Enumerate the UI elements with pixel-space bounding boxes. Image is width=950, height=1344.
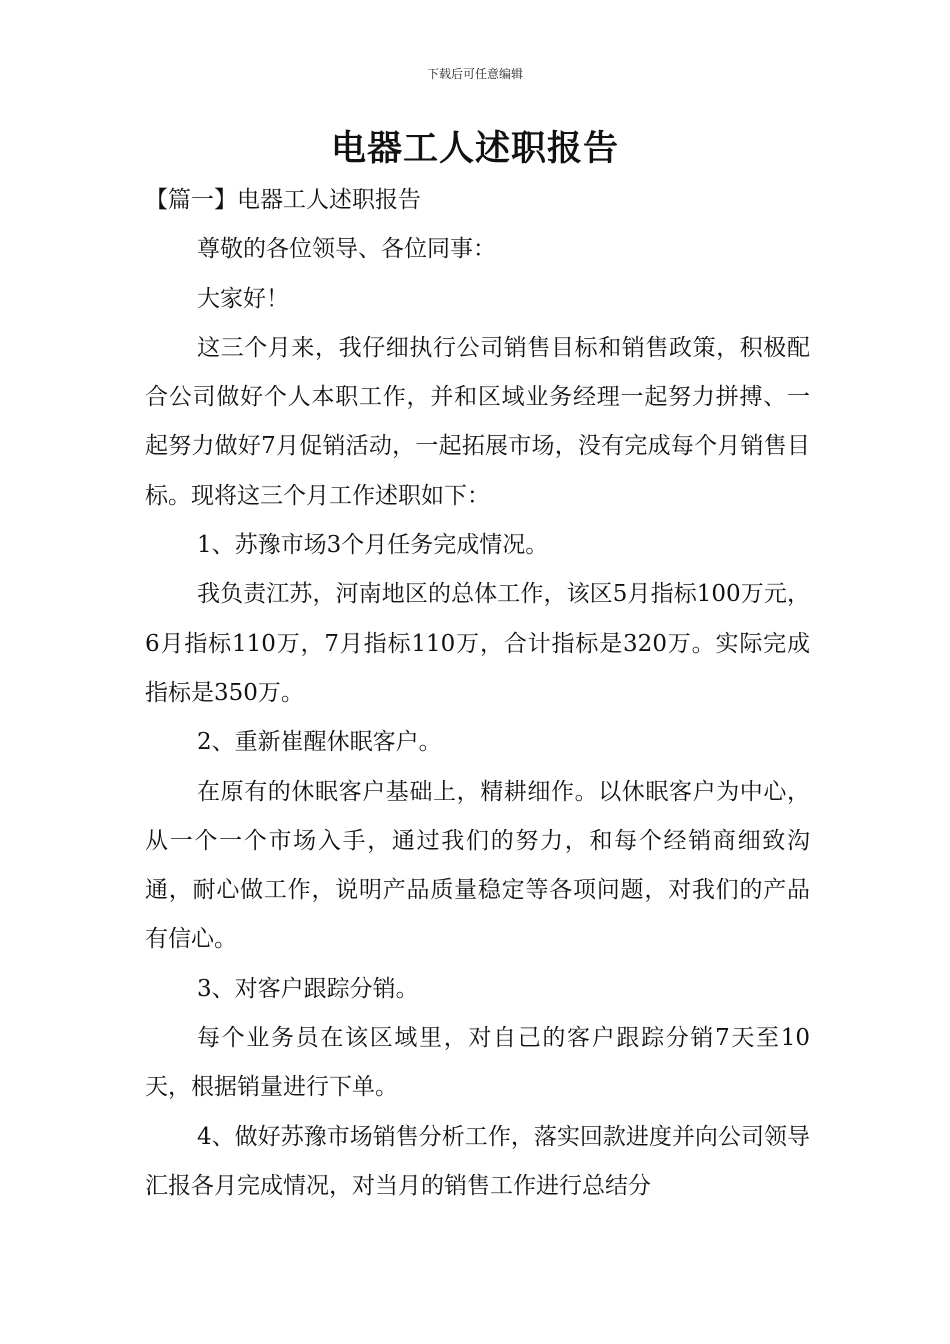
paragraph-item-2-heading: 2、重新崔醒休眠客户。 <box>197 729 442 756</box>
document-title: 电器工人述职报告 <box>330 129 619 169</box>
paragraph-item-1-body: 我负责江苏，河南地区的总体工作，该区5月指标100万元，6月指标110万，7月指标110万，合计指标是320万。实际完成指标是350万。 <box>145 581 810 706</box>
paragraph-greeting: 大家好！ <box>197 285 289 312</box>
paragraph-item-2-body: 在原有的休眠客户基础上，精耕细作。以休眠客户为中心，从一个一个市场入手，通过我们的努力，和每个经销商细致沟通，耐心做工作，说明产品质量稳定等各项问题，对我们的产品有信心。 <box>145 778 810 953</box>
paragraph-item-1-heading: 1、苏豫市场3个月任务完成情况。 <box>197 532 549 559</box>
section-heading: 【篇一】电器工人述职报告 <box>145 187 421 213</box>
paragraph-item-3-body: 每个业务员在该区域里，对自己的客户跟踪分销7天至10天，根据销量进行下单。 <box>145 1025 810 1101</box>
document-body <box>145 176 810 1211</box>
paragraph-item-4: 4、做好苏豫市场销售分析工作，落实回款进度并向公司领导汇报各月完成情况，对当月的销售工作进行总结分 <box>145 1123 810 1199</box>
paragraph-intro: 这三个月来，我仔细执行公司销售目标和销售政策，积极配合公司做好个人本职工作，并和区域业务经理一起努力拼搏、一起努力做好7月促销活动，一起拓展市场，没有完成每个月销售目标。现将这三个月工作述职如下： <box>145 334 810 509</box>
header-note: 下载后可任意编辑 <box>426 67 523 81</box>
paragraph-item-3-heading: 3、对客户跟踪分销。 <box>197 975 419 1002</box>
paragraph-salutation: 尊敬的各位领导、各位同事： <box>197 236 496 263</box>
